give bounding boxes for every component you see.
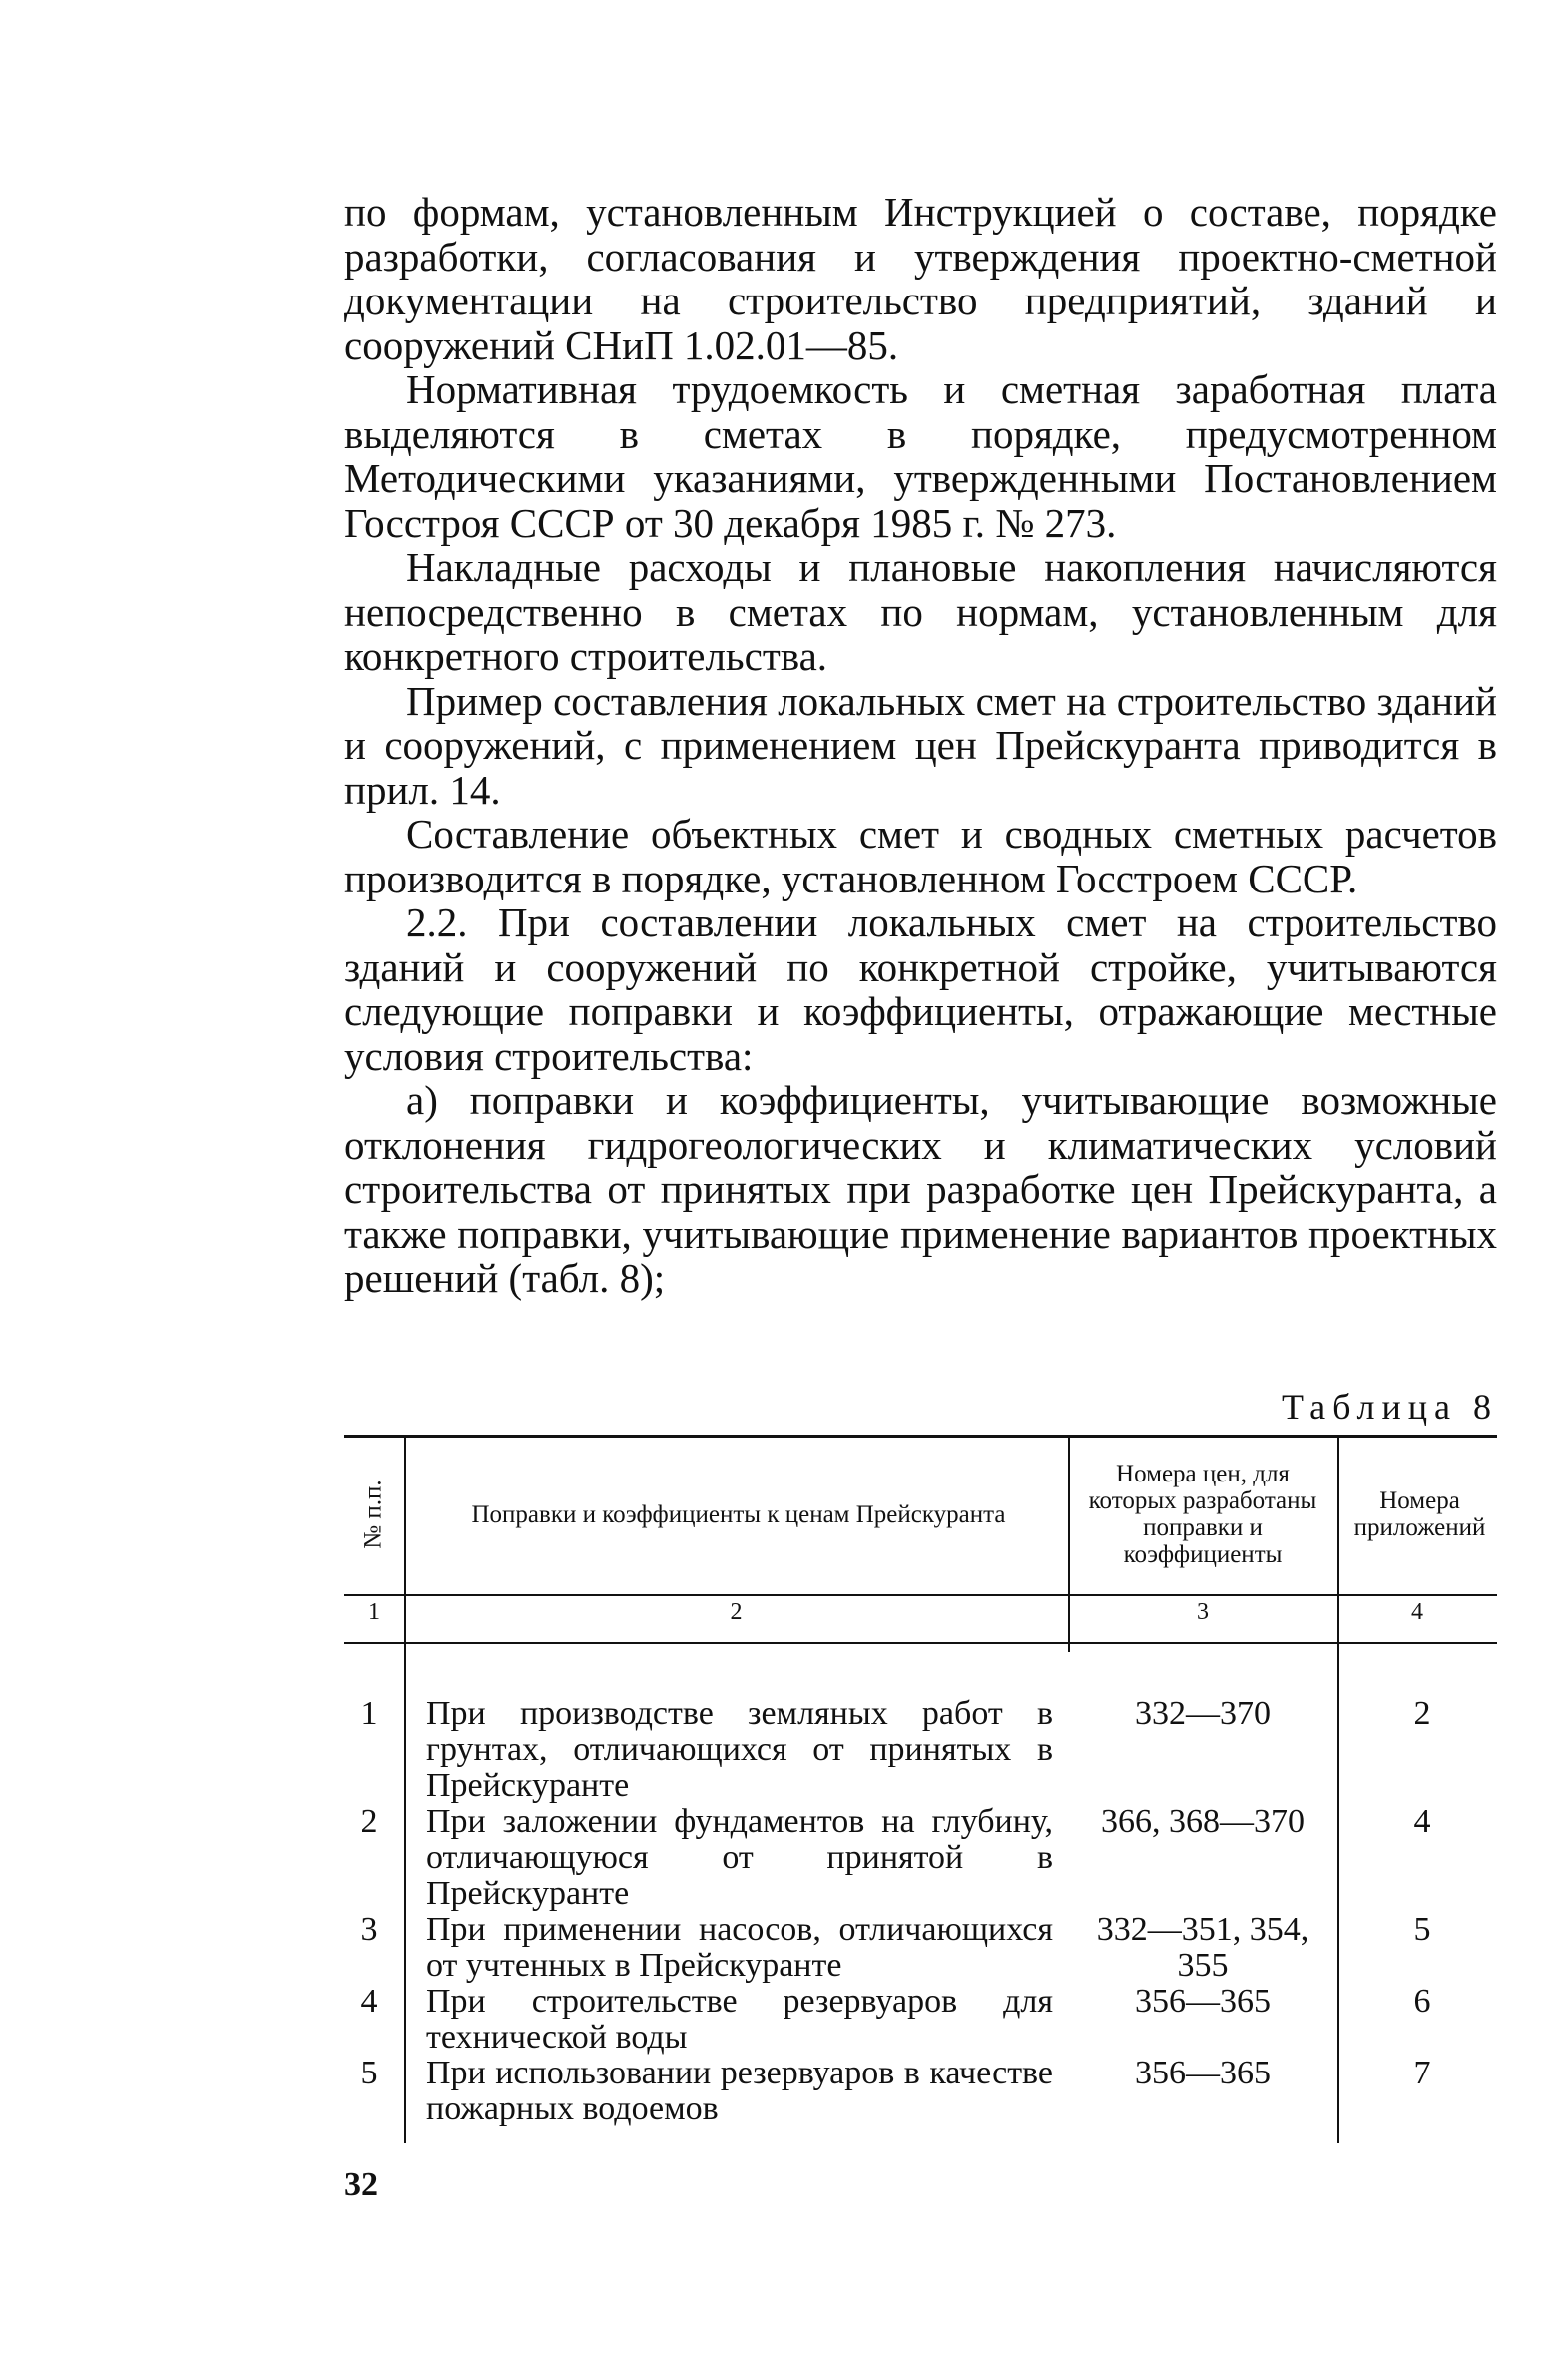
- row-description: При производстве земляных работ в грунтах, отличающихся от принятых в Прейскуранте: [426, 1695, 1053, 1804]
- paragraph: а) поправки и коэффициенты, учитывающие возможные отклонения гидрогеологических и климатических условий строительства от принятых при разработке цен Прейскуранта, а также поправки, учитывающие применение вариантов проектных решений (табл. 8);: [344, 1077, 1497, 1301]
- header-corrections: Поправки и коэффициенты к ценам Прейскуранта: [471, 1500, 1006, 1528]
- header-price-numbers: Номера цен, для которых разработаны поправки и коэффициенты: [1088, 1461, 1317, 1568]
- paragraph: 2.2. При составлении локальных смет на строительство зданий и сооружений по конкретной стройке, учитываются следующие поправки и коэффициенты, отражающие местные условия строительства:: [344, 899, 1497, 1079]
- header-appendix-numbers: Номера приложений: [1353, 1487, 1486, 1541]
- column-divider: [404, 1435, 406, 2143]
- row-price-numbers: 366, 368—370: [1101, 1803, 1305, 1840]
- paragraph: Пример составления локальных смет на строительство зданий и сооружений, с применением цен Прейскуранта приводится в прил. 14.: [344, 677, 1497, 813]
- row-price-numbers: 356—365: [1135, 1983, 1271, 2020]
- row-price-numbers: 356—365: [1135, 2055, 1271, 2091]
- row-description: При заложении фундаментов на глубину, отличающуюся от принятой в Прейскуранте: [426, 1803, 1053, 1912]
- column-number: 1: [368, 1599, 380, 1625]
- header-number: № п.п.: [360, 1480, 387, 1549]
- paragraph: Нормативная трудоемкость и сметная заработная плата выделяются в сметах в порядке, предусмотренном Методическими указаниями, утвержденными Постановлением Госстроя СССР от 30 декабря 1985 г. № 273.: [344, 366, 1497, 546]
- row-appendix: 2: [1413, 1695, 1431, 1732]
- row-number: 2: [360, 1803, 378, 1840]
- table-caption: Таблица 8: [1282, 1387, 1498, 1427]
- row-appendix: 4: [1413, 1803, 1431, 1840]
- header-bottom-rule: [344, 1594, 1497, 1596]
- row-number: 4: [360, 1983, 378, 2020]
- row-number: 3: [360, 1911, 378, 1948]
- row-number: 1: [360, 1695, 378, 1732]
- row-appendix: 5: [1413, 1911, 1431, 1948]
- column-number: 3: [1197, 1599, 1209, 1625]
- row-appendix: 7: [1413, 2055, 1431, 2091]
- column-number: 2: [730, 1599, 743, 1625]
- page-number: 32: [344, 2166, 378, 2203]
- paragraph: Накладные расходы и плановые накопления начисляются непосредственно в сметах по нормам, установленным для конкретного строительства.: [344, 544, 1497, 679]
- row-price-numbers: 332—370: [1135, 1695, 1271, 1732]
- row-appendix: 6: [1413, 1983, 1431, 2020]
- row-price-numbers: 332—351, 354, 355: [1096, 1911, 1309, 1984]
- row-description: При строительстве резервуаров для технической воды: [426, 1983, 1053, 2056]
- corrections-table: [344, 1435, 1497, 2143]
- column-divider: [1337, 1435, 1339, 2143]
- column-numbers-rule: [344, 1642, 1497, 1644]
- paragraph: Составление объектных смет и сводных сметных расчетов производится в порядке, установленном Госстроем СССР.: [344, 811, 1497, 901]
- column-number: 4: [1411, 1599, 1423, 1625]
- body-text: [344, 190, 1497, 1301]
- row-description: При использовании резервуаров в качестве пожарных водоемов: [426, 2055, 1053, 2127]
- row-description: При применении насосов, отличающихся от учтенных в Прейскуранте: [426, 1911, 1053, 1984]
- row-number: 5: [360, 2055, 378, 2091]
- paragraph: по формам, установленным Инструкцией о составе, порядке разработки, согласования и утверждения проектно-сметной документации на строительство предприятий, зданий и сооружений СНиП 1.02.01—85.: [344, 189, 1497, 368]
